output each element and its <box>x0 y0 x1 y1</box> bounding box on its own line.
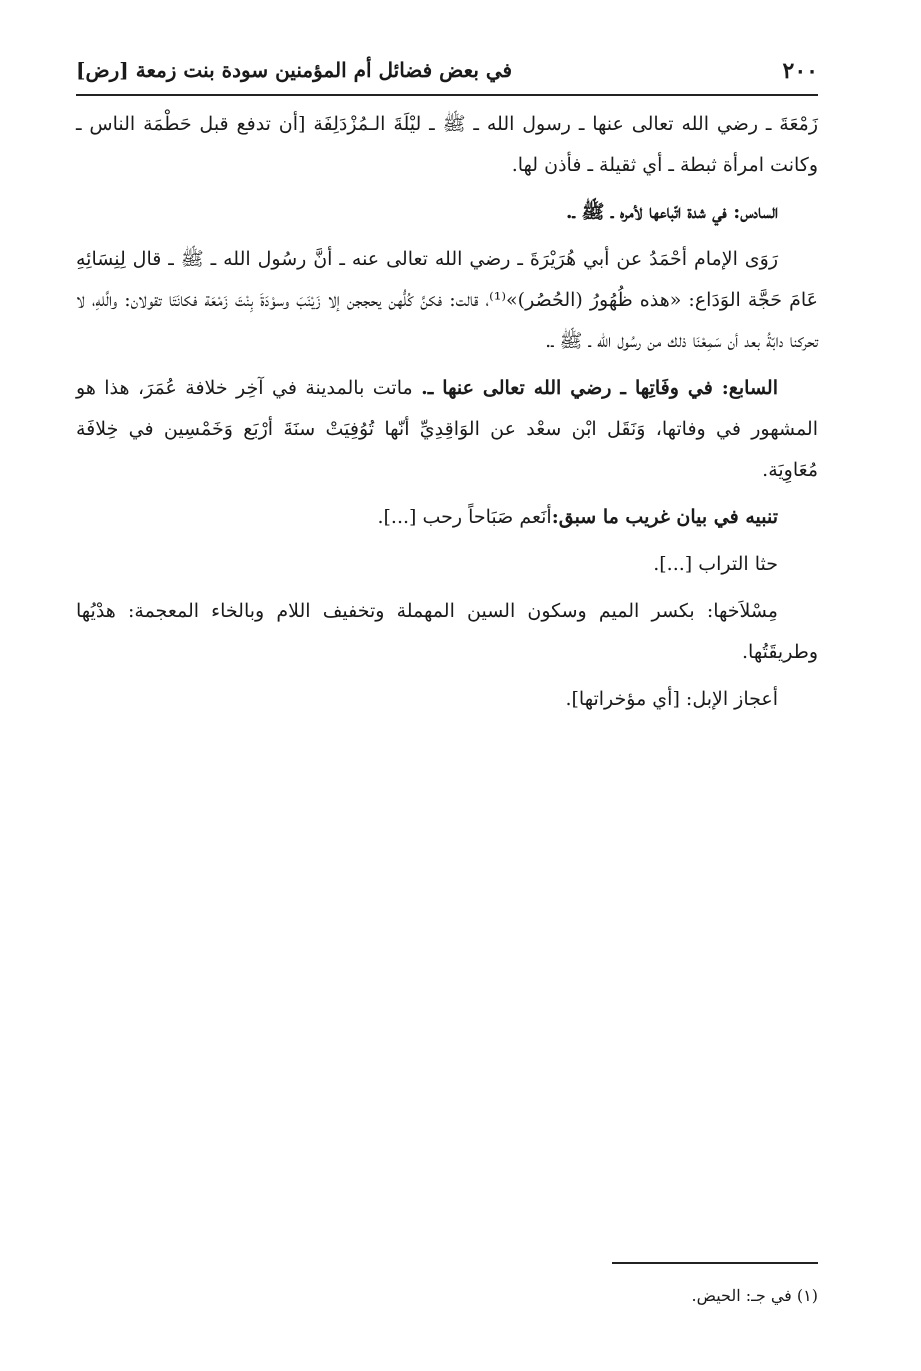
death-text: ماتت بالمدينة في آخِر خلافة عُمَرَ، هذا هو المشهور في وفاتها، وَنَقَل ابْن سعْد عن الوَاقِدِيِّ أنّها تُوُفِيَتْ سنَةَ أرْبَع وَخَمْسِين في خِلافَة مُعَاوِيَة. <box>76 377 818 481</box>
footnote: (١) في جـ: الحيض. <box>691 1286 818 1305</box>
gloss-hatha: حثا التراب [...]. <box>653 553 778 575</box>
paragraph-continuation: زَمْعَةَ ـ رضي الله تعالى عنها ـ رسول الله ـ ﷺ ـ ليْلَةَ الـمُزْدَلِفَة [أن تدفع قبل حَطْمَة الناس ـ وكانت امرأة ثبطة ـ أي ثقيلة ـ فأذن لها. <box>76 113 818 176</box>
header-divider <box>76 94 818 96</box>
section-heading-sixth: السادس: في شدة اتّباعها لأمره ـ ﷺ ـ. <box>565 201 778 223</box>
notice-text: أنَعم صَبَاحاً رحب [...]. <box>377 506 552 528</box>
page-header <box>76 50 818 90</box>
gloss-ajaz: أعجاز الإبل: [أي مؤخراتها]. <box>565 688 778 710</box>
section-heading-seventh: السابع: في وفَاتِها ـ رضي الله تعالى عنها ـ. <box>421 377 778 399</box>
paragraph-notice <box>76 497 818 538</box>
page-number: ٢٠٠ <box>782 58 818 84</box>
running-title: في بعض فضائل أم المؤمنين سودة بنت زمعة [رض] <box>76 58 513 82</box>
main-text <box>76 104 818 726</box>
gloss-mislakh: مِسْلاَخها: بكسر الميم وسكون السين المهملة وتخفيف اللام وبالخاء المعجمة: هدْيُها وطريقَتُها. <box>76 600 818 663</box>
notice-heading: تنبيه في بيان غريب ما سبق: <box>551 506 778 528</box>
paragraph-death <box>76 368 818 491</box>
paragraph-hadith: رَوَى الإمام أحْمَدُ عن أبي هُرَيْرَةَ ـ رضي الله تعالى عنه ـ أنَّ رسُول الله ـ ﷺ ـ قال لِنِسَائِهِ عَامَ حَجَّة الوَدَاع: «هذه ظُهُورُ (الحُصُر)»⁽¹⁾، قالت: فكنَّ كُلُّهن يحججن إلا زَيْنَبَ وسوْدَةَ بِنْتَ زَمْعَة فكانَتَا تقولان: والَّلهِ، لا تحركنا دابّةُ بعد أن سَمِعْنَا ذلك من رسُول الله ـ ﷺ ـ. <box>76 248 819 352</box>
footnote-divider <box>612 1262 818 1264</box>
